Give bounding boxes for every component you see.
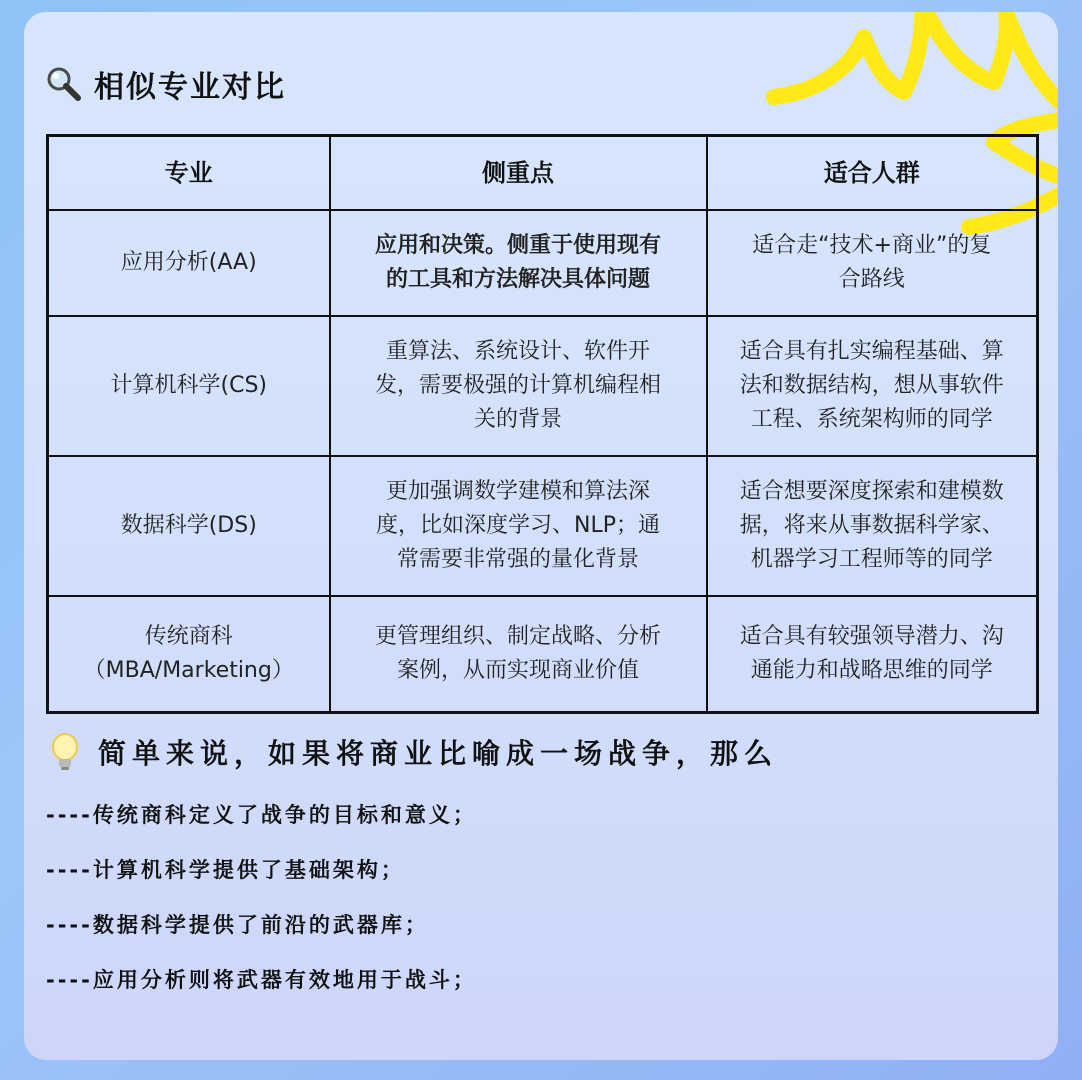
header-focus: 侧重点 bbox=[330, 136, 707, 211]
cell-focus: 重算法、系统设计、软件开 发，需要极强的计算机编程相 关的背景 bbox=[330, 316, 707, 456]
cell-major: 传统商科 （MBA/Marketing） bbox=[48, 596, 330, 713]
summary-line: ----传统商科定义了战争的目标和意义； bbox=[46, 803, 477, 827]
summary-heading-row bbox=[50, 730, 778, 774]
cell-audience: 适合具有较强领导潜力、沟 通能力和战略思维的同学 bbox=[707, 596, 1038, 713]
cell-audience: 适合想要深度探索和建模数 据，将来从事数据科学家、 机器学习工程师等的同学 bbox=[707, 456, 1038, 596]
magnifier-icon bbox=[46, 66, 82, 102]
page-title: 相似专业对比 bbox=[94, 70, 286, 105]
table-row bbox=[48, 316, 1038, 456]
cell-major: 数据科学(DS) bbox=[48, 456, 330, 596]
cell-focus: 更管理组织、制定战略、分析 案例，从而实现商业价值 bbox=[330, 596, 707, 713]
table-row bbox=[48, 596, 1038, 713]
header-audience: 适合人群 bbox=[707, 136, 1038, 211]
cell-focus: 更加强调数学建模和算法深 度，比如深度学习、NLP；通 常需要非常强的量化背景 bbox=[330, 456, 707, 596]
summary-heading: 简单来说，如果将商业比喻成一场战争，那么 bbox=[98, 737, 779, 770]
table-header-row bbox=[48, 136, 1038, 211]
cell-major: 应用分析(AA) bbox=[48, 210, 330, 316]
summary-line: ----应用分析则将武器有效地用于战斗； bbox=[46, 968, 477, 992]
table-row bbox=[48, 210, 1038, 316]
header-major: 专业 bbox=[48, 136, 330, 211]
lightbulb-icon bbox=[50, 732, 80, 772]
comparison-table bbox=[46, 134, 1039, 714]
cell-major: 计算机科学(CS) bbox=[48, 316, 330, 456]
cell-focus: 应用和决策。侧重于使用现有 的工具和方法解决具体问题 bbox=[330, 210, 707, 316]
summary-line: ----数据科学提供了前沿的武器库； bbox=[46, 913, 429, 937]
cell-audience: 适合具有扎实编程基础、算 法和数据结构，想从事软件 工程、系统架构师的同学 bbox=[707, 316, 1038, 456]
summary-line: ----计算机科学提供了基础架构； bbox=[46, 858, 405, 882]
cell-audience: 适合走“技术+商业”的复 合路线 bbox=[707, 210, 1038, 316]
card bbox=[24, 12, 1058, 1060]
title-row bbox=[46, 62, 286, 106]
table-row bbox=[48, 456, 1038, 596]
